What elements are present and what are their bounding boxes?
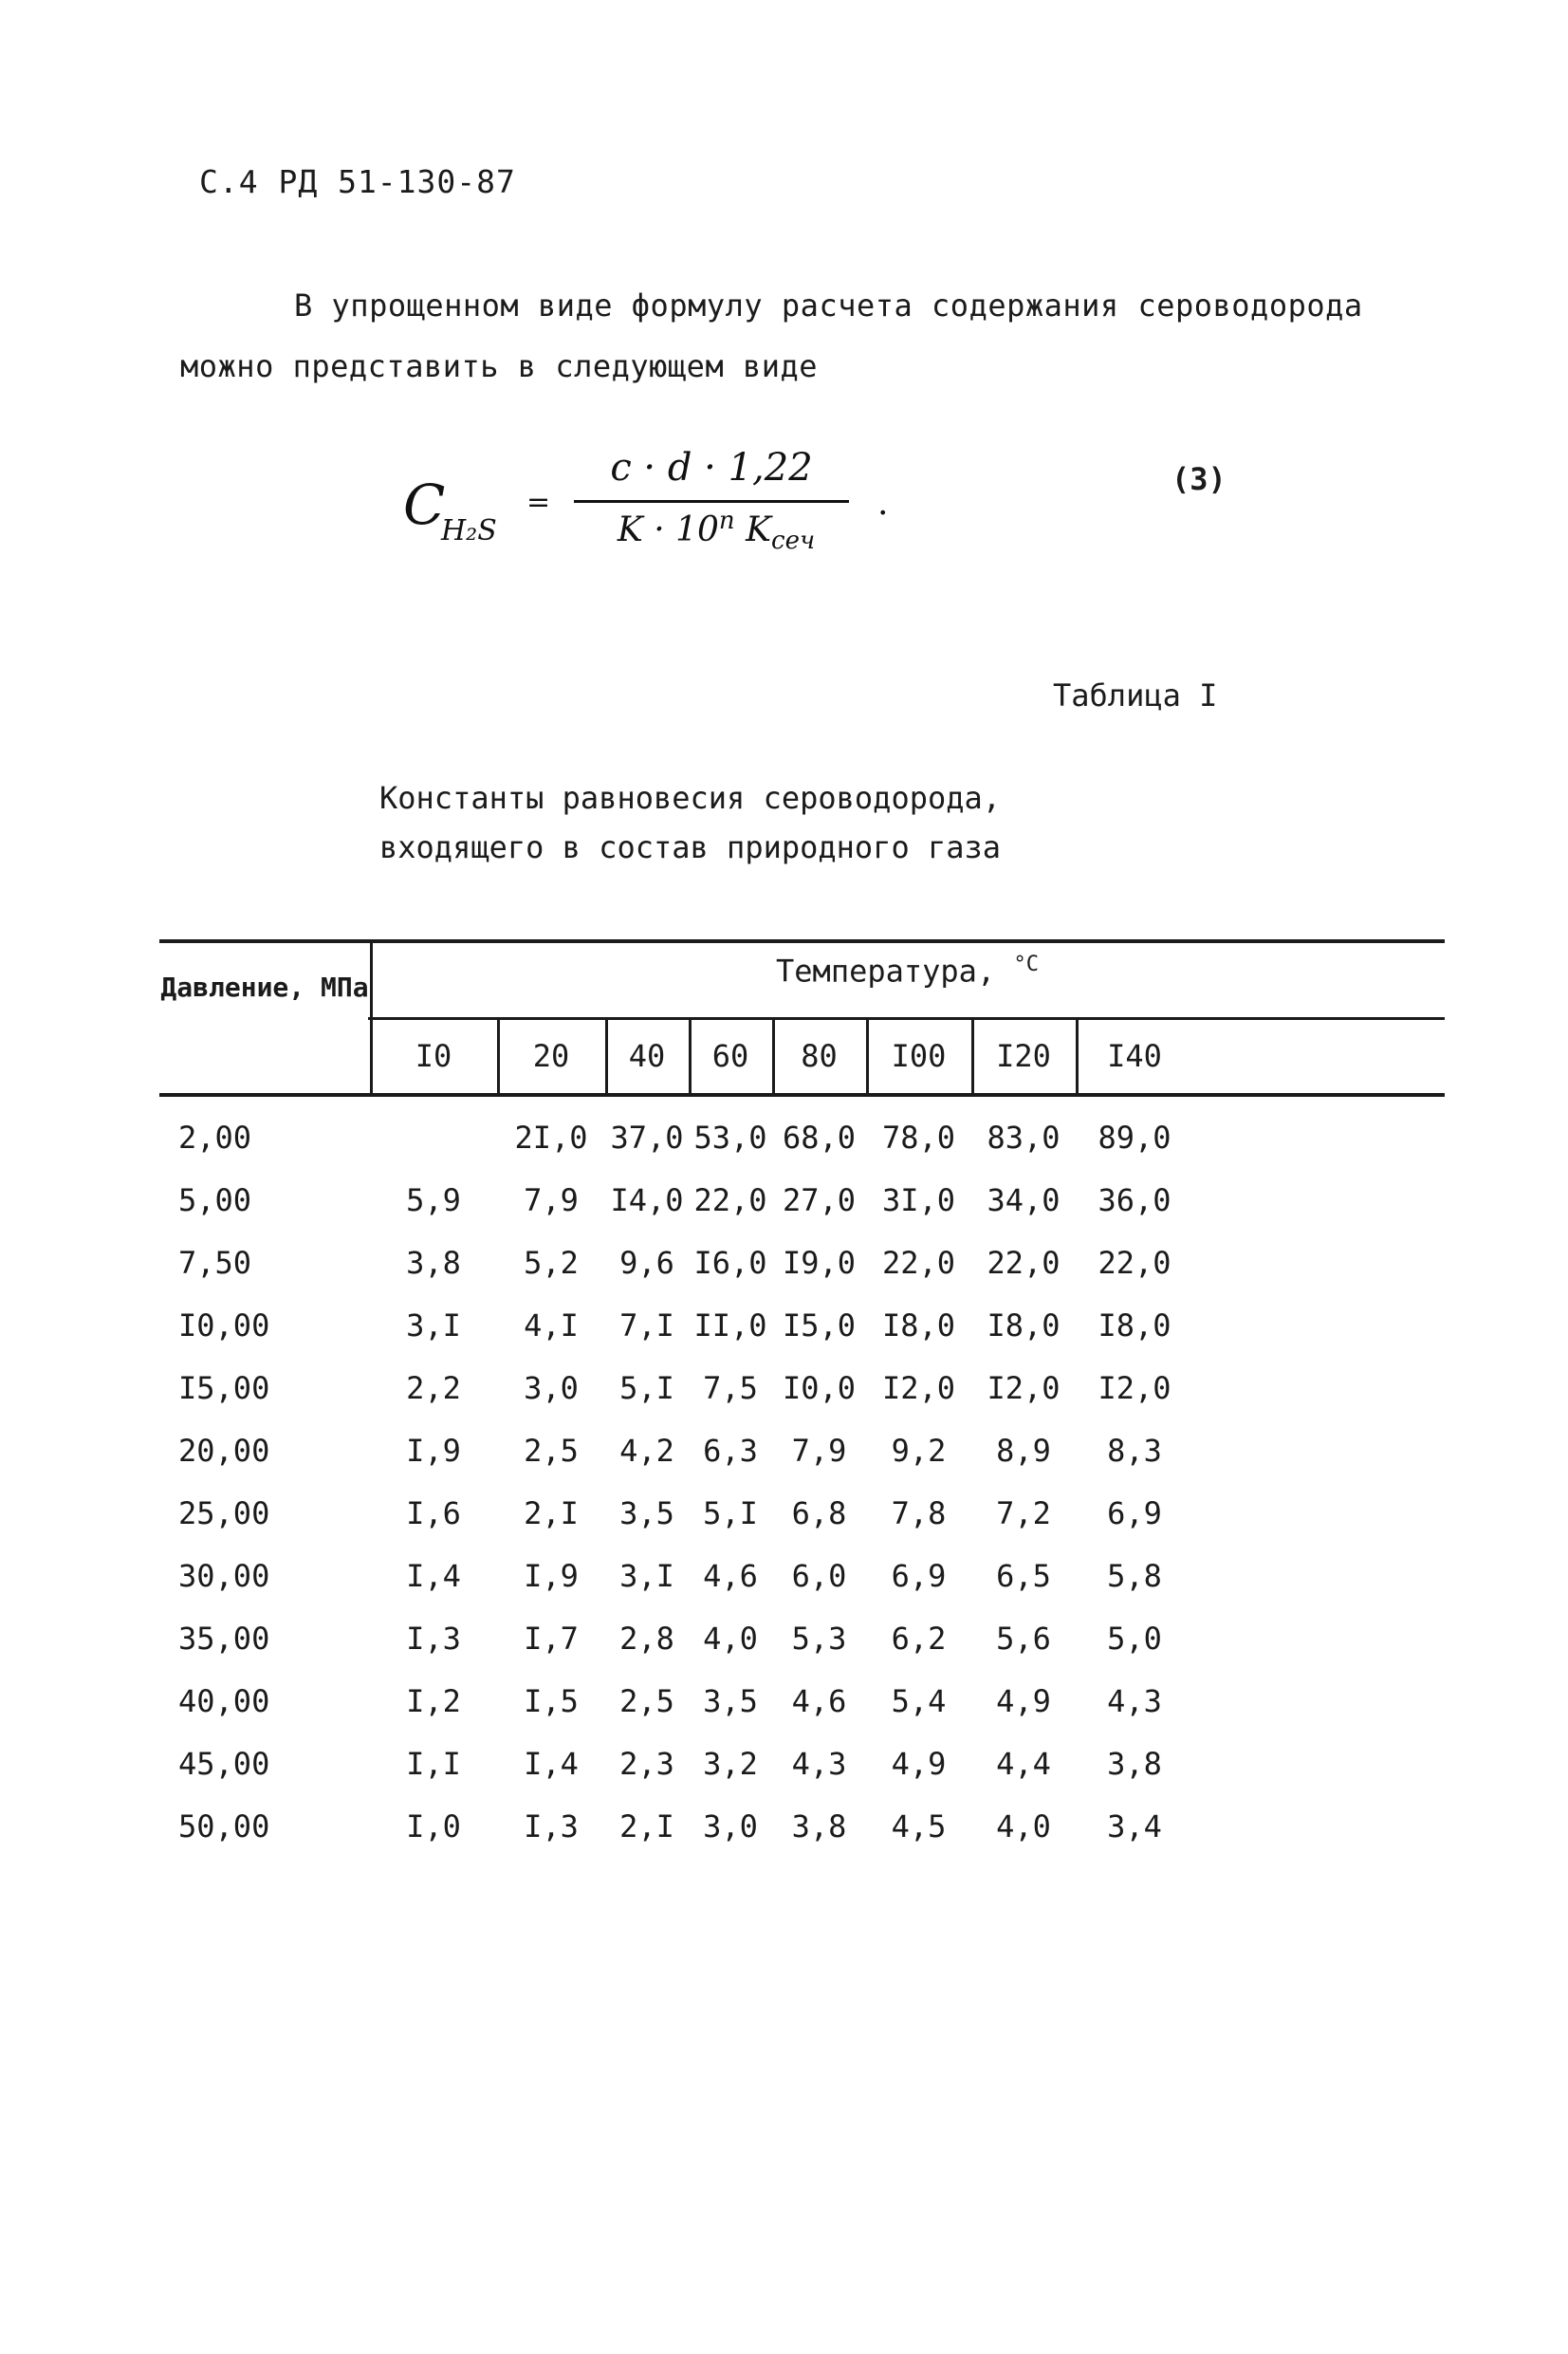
table-top-rule [159, 939, 1445, 943]
equilibrium-constant-cell: 6,9 [891, 1558, 947, 1594]
table-caption [379, 773, 1002, 872]
table-row [159, 1120, 1445, 1182]
temperature-header-unit: °C [1013, 953, 1039, 976]
equilibrium-constant-cell: 3,5 [703, 1683, 758, 1719]
equilibrium-constant-cell: 3,8 [791, 1808, 847, 1844]
equilibrium-constant-cell: I,3 [406, 1621, 461, 1657]
equilibrium-constant-cell: 7,2 [996, 1495, 1051, 1531]
table-row [159, 1621, 1445, 1683]
equilibrium-constant-cell: 78,0 [881, 1120, 956, 1156]
equilibrium-constant-cell: I2,0 [987, 1370, 1061, 1406]
equilibrium-constant-cell: 27,0 [782, 1182, 857, 1218]
temperature-header-label: Температура, [776, 953, 996, 990]
table-row [159, 1683, 1445, 1746]
equilibrium-constant-cell: 5,9 [406, 1182, 461, 1218]
equilibrium-constant-cell: 83,0 [987, 1120, 1061, 1156]
table-row [159, 1808, 1445, 1871]
equilibrium-constant-cell: I5,0 [782, 1307, 857, 1344]
equilibrium-constant-cell: 9,2 [891, 1433, 947, 1469]
equilibrium-constant-cell: 2,I [524, 1495, 579, 1531]
equilibrium-constant-cell: 2,5 [524, 1433, 579, 1469]
equilibrium-constant-cell: 4,4 [996, 1746, 1051, 1782]
equilibrium-constant-cell: 5,I [703, 1495, 758, 1531]
pressure-cell: 2,00 [178, 1120, 252, 1156]
pressure-cell: 5,00 [178, 1182, 252, 1218]
temperature-column-header: I40 [1107, 1038, 1162, 1074]
formula-denominator-base: K · 10 [617, 510, 719, 549]
temperature-column-header: I00 [891, 1038, 947, 1074]
equilibrium-constant-cell: I4,0 [610, 1182, 684, 1218]
formula-equals: = [526, 486, 551, 519]
table-row [159, 1433, 1445, 1495]
equilibrium-constant-cell: 6,0 [791, 1558, 847, 1594]
equilibrium-constant-cell: 3,I [619, 1558, 674, 1594]
equilibrium-constant-cell: 53,0 [693, 1120, 767, 1156]
equilibrium-constant-cell: 4,6 [791, 1683, 847, 1719]
pressure-cell: 30,00 [178, 1558, 270, 1594]
table-caption-line-1: Константы равновесия сероводорода, [379, 780, 1002, 816]
formula-number: (3) [1171, 461, 1227, 497]
equilibrium-constant-cell: 4,9 [891, 1746, 947, 1782]
formula-lhs-symbol: C [403, 473, 446, 537]
temperature-group-header [370, 953, 1445, 990]
equilibrium-constant-cell: I,3 [524, 1808, 579, 1844]
equilibrium-constant-cell: 5,2 [524, 1245, 579, 1281]
equilibrium-constant-cell: I,7 [524, 1621, 579, 1657]
equilibrium-constant-cell: 3,8 [1107, 1746, 1162, 1782]
formula-trailing-dot: . [877, 484, 889, 523]
equilibrium-constant-cell: 7,8 [891, 1495, 947, 1531]
pressure-cell: 35,00 [178, 1621, 270, 1657]
table-row [159, 1245, 1445, 1307]
equilibrium-constant-cell: I,I [406, 1746, 461, 1782]
equilibrium-constant-cell: 8,9 [996, 1433, 1051, 1469]
equilibrium-constant-cell: 6,3 [703, 1433, 758, 1469]
equilibrium-constant-cell: 6,9 [1107, 1495, 1162, 1531]
equilibrium-constant-cell: 7,9 [791, 1433, 847, 1469]
temperature-column-header: I20 [996, 1038, 1051, 1074]
equilibrium-constant-cell: 2,3 [619, 1746, 674, 1782]
equilibrium-constant-cell: I,4 [406, 1558, 461, 1594]
pressure-cell: 50,00 [178, 1808, 270, 1844]
equilibrium-constant-cell: I0,0 [782, 1370, 857, 1406]
intro-paragraph [180, 275, 1413, 397]
equilibrium-constant-cell: 89,0 [1098, 1120, 1171, 1156]
equilibrium-constant-cell: 22,0 [881, 1245, 956, 1281]
equilibrium-constant-cell: I,9 [406, 1433, 461, 1469]
equilibrium-constant-cell: 22,0 [1098, 1245, 1171, 1281]
equilibrium-constant-cell: 3,2 [703, 1746, 758, 1782]
equilibrium-constant-cell: 4,3 [791, 1746, 847, 1782]
table-row [159, 1495, 1445, 1558]
equilibrium-constant-cell: 2,I [619, 1808, 674, 1844]
equilibrium-constant-cell: I,4 [524, 1746, 579, 1782]
equilibrium-constant-cell: 5,3 [791, 1621, 847, 1657]
equilibrium-constant-cell: I8,0 [881, 1307, 956, 1344]
temperature-column-header: I0 [415, 1038, 452, 1074]
table-row [159, 1558, 1445, 1621]
intro-line-2: можно представить в следующем виде [180, 348, 819, 384]
formula-numerator: c · d · 1,22 [610, 446, 813, 490]
equilibrium-constant-cell: 4,I [524, 1307, 579, 1344]
equilibrium-constant-cell: 5,I [619, 1370, 674, 1406]
temperature-column-header: 20 [532, 1038, 570, 1074]
equilibrium-constant-cell: 3,0 [703, 1808, 758, 1844]
temperature-column-header: 80 [801, 1038, 838, 1074]
pressure-cell: 7,50 [178, 1245, 252, 1281]
equilibrium-constant-cell: 4,6 [703, 1558, 758, 1594]
formula-fraction-bar [574, 500, 849, 503]
equilibrium-constant-cell: 3,5 [619, 1495, 674, 1531]
equilibrium-constant-cell: 5,8 [1107, 1558, 1162, 1594]
page-header: С.4 РД 51-130-87 [199, 163, 516, 200]
equilibrium-constant-cell: II,0 [693, 1307, 767, 1344]
table-row [159, 1746, 1445, 1808]
table-row [159, 1182, 1445, 1245]
pressure-cell: 45,00 [178, 1746, 270, 1782]
table-caption-line-2: входящего в состав природного газа [379, 829, 1002, 865]
temperature-column-header: 60 [711, 1038, 749, 1074]
equilibrium-constant-cell: 2,2 [406, 1370, 461, 1406]
table-header-rule [368, 1017, 1445, 1020]
pressure-cell: 20,00 [178, 1433, 270, 1469]
equilibrium-constant-cell: 4,3 [1107, 1683, 1162, 1719]
equilibrium-constant-cell: 6,5 [996, 1558, 1051, 1594]
formula-lhs-subscript: H₂S [441, 514, 497, 547]
equilibrium-constant-cell: 4,0 [703, 1621, 758, 1657]
pressure-column-header: Давление, МПа [160, 972, 369, 1003]
equilibrium-constant-cell: I8,0 [1098, 1307, 1171, 1344]
equilibrium-constant-cell: 5,4 [891, 1683, 947, 1719]
equilibrium-constant-cell: 22,0 [693, 1182, 767, 1218]
formula-denominator-exponent: n [718, 507, 735, 535]
equilibrium-constant-cell: I,9 [524, 1558, 579, 1594]
equilibrium-constant-cell: 4,5 [891, 1808, 947, 1844]
pressure-cell: 40,00 [178, 1683, 270, 1719]
equilibrium-constant-cell: 7,9 [524, 1182, 579, 1218]
table-label: Таблица I [1053, 677, 1218, 714]
equilibrium-constant-cell: 3I,0 [881, 1182, 956, 1218]
table-row [159, 1370, 1445, 1433]
equilibrium-constant-cell: 4,2 [619, 1433, 674, 1469]
equilibrium-constant-cell: I9,0 [782, 1245, 857, 1281]
formula-denominator-tail: K [746, 510, 772, 549]
equilibrium-constant-cell: 3,0 [524, 1370, 579, 1406]
formula [403, 446, 1010, 579]
equilibrium-constant-cell: I,2 [406, 1683, 461, 1719]
equilibrium-constant-cell: I6,0 [693, 1245, 767, 1281]
equilibrium-constant-cell: 8,3 [1107, 1433, 1162, 1469]
equilibrium-constant-cell: 2,5 [619, 1683, 674, 1719]
table-header-bottom-rule [159, 1093, 1445, 1097]
equilibrium-constant-cell: 4,0 [996, 1808, 1051, 1844]
equilibrium-constant-cell: 5,0 [1107, 1621, 1162, 1657]
equilibrium-constant-cell: 3,4 [1107, 1808, 1162, 1844]
equilibrium-constant-cell: I,5 [524, 1683, 579, 1719]
pressure-cell: I0,00 [178, 1307, 270, 1344]
intro-line-1: В упрощенном виде формулу расчета содержания сероводорода [294, 287, 1363, 324]
equilibrium-constant-cell: 36,0 [1098, 1182, 1171, 1218]
equilibrium-constant-cell: 68,0 [782, 1120, 857, 1156]
equilibrium-constant-cell: 7,I [619, 1307, 674, 1344]
equilibrium-constant-cell: 37,0 [610, 1120, 684, 1156]
equilibrium-constant-cell: 7,5 [703, 1370, 758, 1406]
equilibrium-constant-cell: 2I,0 [514, 1120, 588, 1156]
temperature-column-header: 40 [628, 1038, 666, 1074]
equilibrium-constant-cell: 34,0 [987, 1182, 1061, 1218]
equilibrium-constant-cell: 9,6 [619, 1245, 674, 1281]
equilibrium-constant-cell: I8,0 [987, 1307, 1061, 1344]
table-row [159, 1307, 1445, 1370]
equilibrium-constant-cell: 3,8 [406, 1245, 461, 1281]
equilibrium-constant-cell: I,6 [406, 1495, 461, 1531]
equilibrium-constant-cell: I,0 [406, 1808, 461, 1844]
equilibrium-constant-cell: 6,8 [791, 1495, 847, 1531]
equilibrium-constant-cell: 3,I [406, 1307, 461, 1344]
equilibrium-constant-cell: I2,0 [1098, 1370, 1171, 1406]
formula-denominator [583, 507, 849, 555]
equilibrium-constant-cell: 5,6 [996, 1621, 1051, 1657]
equilibrium-constant-cell: 6,2 [891, 1621, 947, 1657]
pressure-cell: I5,00 [178, 1370, 270, 1406]
pressure-cell: 25,00 [178, 1495, 270, 1531]
equilibrium-constant-cell: 2,8 [619, 1621, 674, 1657]
formula-denominator-tail-subscript: сеч [771, 527, 816, 556]
equilibrium-constant-cell: 4,9 [996, 1683, 1051, 1719]
equilibrium-constant-cell: 22,0 [987, 1245, 1061, 1281]
equilibrium-constant-cell: I2,0 [881, 1370, 956, 1406]
